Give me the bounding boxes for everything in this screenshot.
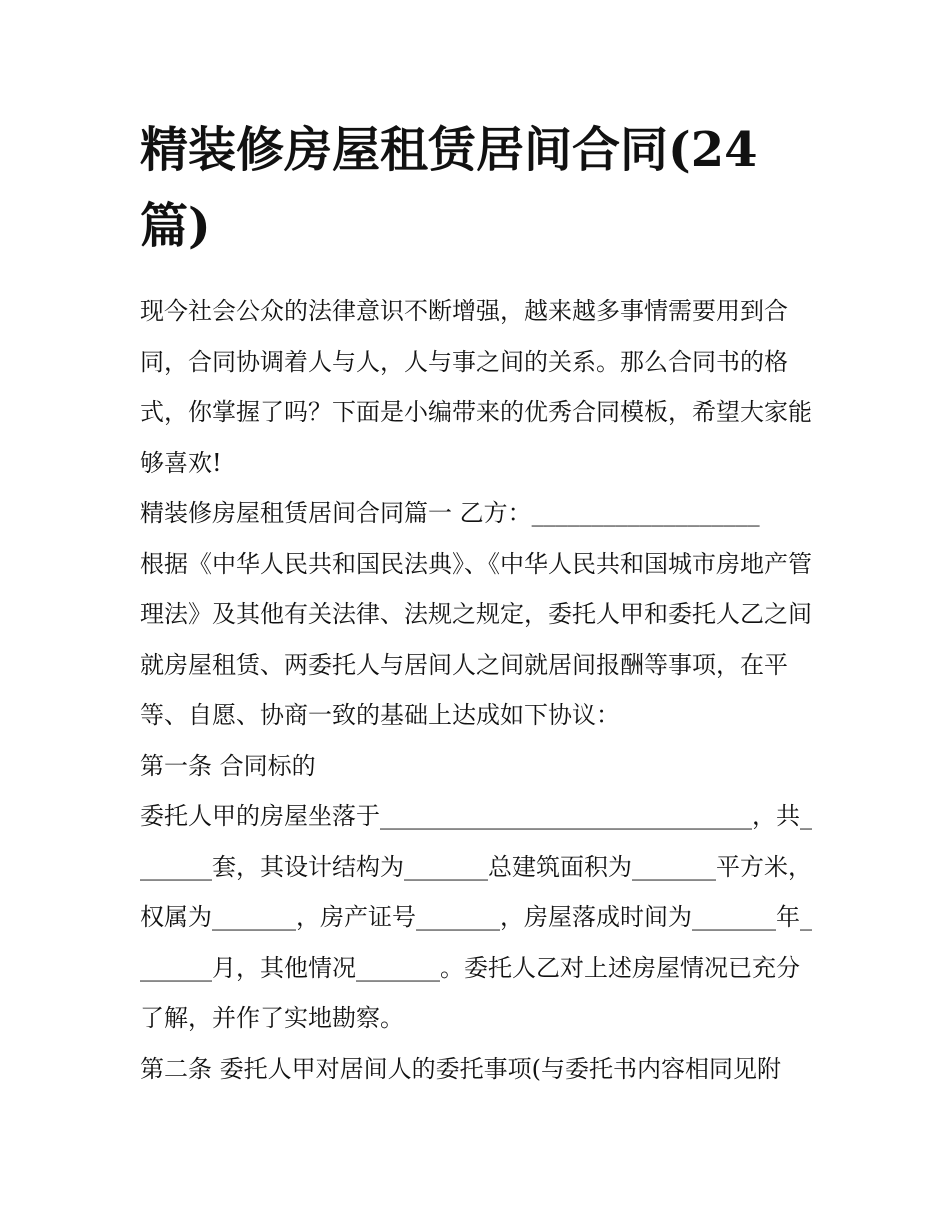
document-page — [140, 112, 815, 1094]
paragraph-article-1-body: 委托人甲的房屋坐落于_______________________________，共_______套，其设计结构为_______总建筑面积为_______平方米，权属为_______，房产证号_______，房屋落成时间为_______年_______月，其他情况_______。委托人乙对上述房屋情况已充分了解，并作了实地勘察。 — [140, 802, 812, 1032]
document-title: 精装修房屋租赁居间合同(24篇) — [140, 122, 758, 254]
paragraph-intro: 现今社会公众的法律意识不断增强，越来越多事情需要用到合同，合同协调着人与人，人与事之间的关系。那么合同书的格式，你掌握了吗？下面是小编带来的优秀合同模板，希望大家能够喜欢! — [140, 297, 812, 477]
paragraph-article-2-heading: 第二条 委托人甲对居间人的委托事项(与委托书内容相同见附 — [140, 1054, 781, 1083]
paragraph-legal-basis: 根据《中华人民共和国民法典》、《中华人民共和国城市房地产管理法》及其他有关法律、法规之规定，委托人甲和委托人乙之间就房屋租赁、两委托人与居间人之间就居间报酬等事项，在平等、自愿、协商一致的基础上达成如下协议： — [140, 549, 812, 729]
paragraph-section-heading: 精装修房屋租赁居间合同篇一 乙方：___________________ — [140, 499, 760, 527]
paragraph-article-1-heading: 第一条 合同标的 — [140, 751, 316, 780]
